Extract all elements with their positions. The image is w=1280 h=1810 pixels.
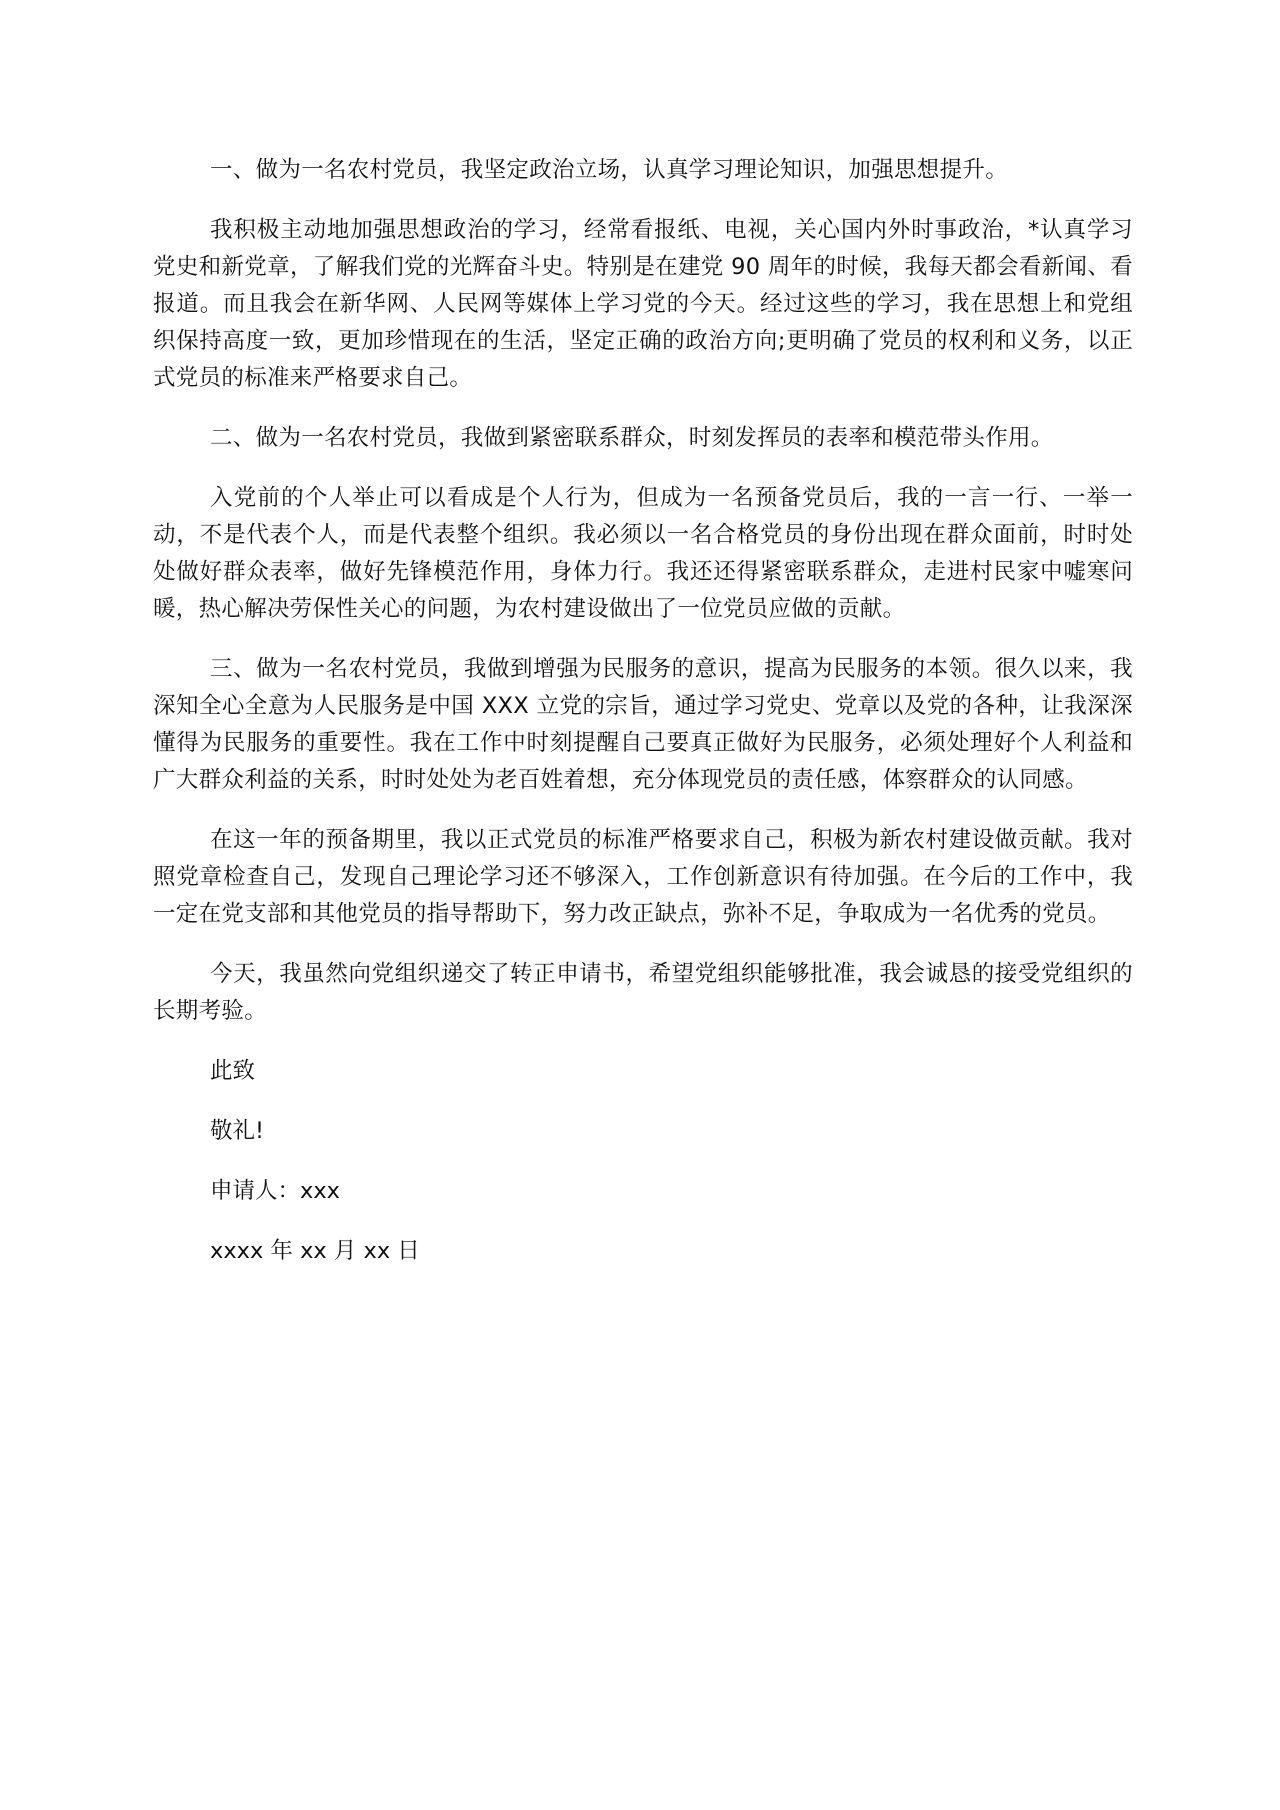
document-page (153, 152, 1133, 1293)
paragraph-self-review: 在这一年的预备期里，我以正式党员的标准严格要求自己，积极为新农村建设做贡献。我对照党章检查自己，发现自己理论学习还不够深入，工作创新意识有待加强。在今后的工作中，我一定在党支部和其他党员的指导帮助下，努力改正缺点，弥补不足，争取成为一名优秀的党员。 (153, 827, 1133, 927)
applicant-signature: 申请人：xxx (210, 1178, 340, 1204)
salutation-cizhi: 此致 (210, 1058, 256, 1084)
salutation-jingli: 敬礼! (210, 1118, 265, 1144)
paragraph-study: 我积极主动地加强思想政治的学习，经常看报纸、电视，关心国内外时事政治，*认真学习党史和新党章，了解我们党的光辉奋斗史。特别是在建党 90 周年的时候，我每天都会看新闻、看报道。而且我会在新华网、人民网等媒体上学习党的今天。经过这些的学习，我在思想上和党组织保持高度一致，更加珍惜现在的生活，坚定正确的政治方向;更明确了党员的权利和义务，以正式党员的标准来严格要求自己。 (153, 217, 1133, 391)
date-line: xxxx 年 xx 月 xx 日 (210, 1238, 420, 1264)
paragraph-section-1-heading: 一、做为一名农村党员，我坚定政治立场，认真学习理论知识，加强思想提升。 (210, 157, 1009, 183)
paragraph-section-3-service: 三、做为一名农村党员，我做到增强为民服务的意识，提高为民服务的本领。很久以来，我深知全心全意为人民服务是中国 XXX 立党的宗旨，通过学习党史、党章以及党的各种，让我深深懂得为民服务的重要性。我在工作中时刻提醒自己要真正做好为民服务，必须处理好个人利益和广大群众利益的关系，时时处处为老百姓着想，充分体现党员的责任感，体察群众的认同感。 (153, 656, 1133, 793)
paragraph-section-2-heading: 二、做为一名农村党员，我做到紧密联系群众，时刻发挥员的表率和模范带头作用。 (210, 425, 1054, 451)
paragraph-conduct: 入党前的个人举止可以看成是个人行为，但成为一名预备党员后，我的一言一行、一举一动，不是代表个人，而是代表整个组织。我必须以一名合格党员的身份出现在群众面前，时时处处做好群众表率，做好先锋模范作用，身体力行。我还还得紧密联系群众，走进村民家中嘘寒问暖，热心解决劳保性关心的问题，为农村建设做出了一位党员应做的贡献。 (153, 485, 1133, 622)
paragraph-request: 今天，我虽然向党组织递交了转正申请书，希望党组织能够批准，我会诚恳的接受党组织的长期考验。 (153, 961, 1133, 1024)
